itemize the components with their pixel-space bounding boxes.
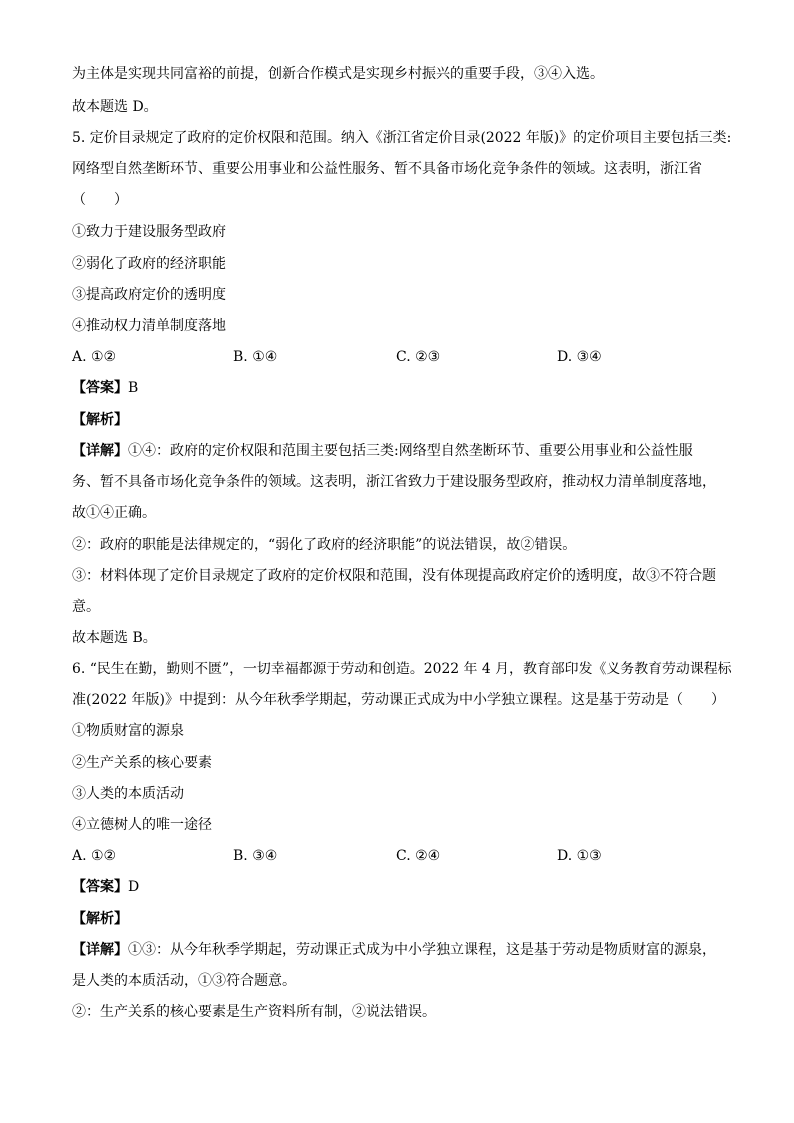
choice-b: B. ①④: [233, 349, 278, 365]
question-6-stem: 准(2022 年版)》中提到：从今年秋季学期起，劳动课正式成为中小学独立课程。这是基于劳动是（ ）: [72, 692, 726, 708]
choice-d: D. ③④: [557, 349, 602, 365]
choice-c: C. ②③: [396, 349, 441, 365]
question-5-stem: 网络型自然垄断环节、重要公用事业和公益性服务、暂不具备市场化竞争条件的领域。这表明，浙江省: [72, 161, 702, 177]
choice-c: C. ②④: [396, 848, 441, 864]
detail-text: ①④：政府的定价权限和范围主要包括三类:网络型自然垄断环节、重要公用事业和公益性服: [128, 443, 693, 459]
question-5-blank: （ ）: [72, 192, 128, 208]
analysis-label: 【解析】: [72, 911, 128, 927]
option-line: ③人类的本质活动: [72, 786, 184, 802]
detail-line: ②：政府的职能是法律规定的，“弱化了政府的经济职能”的说法错误，故②错误。: [72, 537, 577, 553]
detail-line: 是人类的本质活动，①③符合题意。: [72, 973, 296, 989]
option-line: ④推动权力清单制度落地: [72, 318, 226, 334]
answer-value: B: [128, 380, 139, 396]
option-line: ④立德树人的唯一途径: [72, 817, 212, 833]
detail-line: [72, 441, 732, 461]
question-5-stem: 5. 定价目录规定了政府的定价权限和范围。纳入《浙江省定价目录(2022 年版)》的定价项目主要包括三类:: [72, 130, 732, 146]
choice-d: D. ①③: [557, 848, 602, 864]
option-line: ②弱化了政府的经济职能: [72, 256, 226, 272]
choice-a: A. ①②: [72, 349, 117, 365]
answer-label: 【答案】: [72, 879, 128, 895]
detail-line: 务、暂不具备市场化竞争条件的领域。这表明，浙江省致力于建设服务型政府，推动权力清单制度落地，: [72, 474, 716, 490]
option-line: ①物质财富的源泉: [72, 723, 184, 739]
detail-label: 【详解】: [72, 443, 128, 459]
detail-line: 意。: [72, 599, 100, 615]
detail-line: 故本题选 B。: [72, 630, 157, 646]
answer-line: [72, 378, 732, 398]
question-6-stem: 6. “民生在勤，勤则不匮”，一切幸福都源于劳动和创造。2022 年 4 月，教育部印发《义务教育劳动课程标: [72, 661, 732, 677]
option-line: ②生产关系的核心要素: [72, 755, 212, 771]
answer-label: 【答案】: [72, 380, 128, 396]
text-line: 为主体是实现共同富裕的前提，创新合作模式是实现乡村振兴的重要手段，③④入选。: [72, 66, 604, 82]
analysis-label: 【解析】: [72, 412, 128, 428]
option-line: ①致力于建设服务型政府: [72, 224, 226, 240]
option-line: ③提高政府定价的透明度: [72, 287, 226, 303]
choice-a: A. ①②: [72, 848, 117, 864]
answer-value: D: [128, 879, 140, 895]
detail-line: ③：材料体现了定价目录规定了政府的定价权限和范围，没有体现提高政府定价的透明度，故③不符合题: [72, 568, 716, 584]
detail-text: ①③：从今年秋季学期起，劳动课正式成为中小学独立课程，这是基于劳动是物质财富的源泉，: [128, 942, 716, 958]
detail-line: 故①④正确。: [72, 505, 156, 521]
answer-line: [72, 877, 732, 897]
detail-label: 【详解】: [72, 942, 128, 958]
text-line: 故本题选 D。: [72, 99, 158, 115]
detail-line: [72, 940, 732, 960]
choice-b: B. ③④: [233, 848, 278, 864]
detail-line: ②：生产关系的核心要素是生产资料所有制，②说法错误。: [72, 1004, 436, 1020]
